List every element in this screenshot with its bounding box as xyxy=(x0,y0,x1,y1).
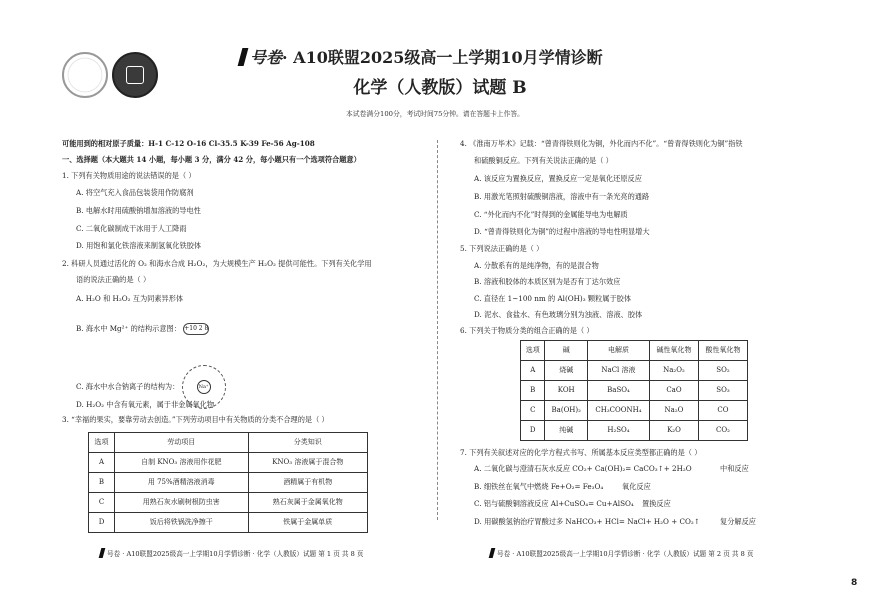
table-row xyxy=(521,381,748,401)
q1-option-b: B. 电解水时用硫酸钠增加溶液的导电性 xyxy=(76,206,201,215)
q2-option-a: A. H₂O 和 H₂O₂ 互为同素异形体 xyxy=(76,294,184,303)
q1-option-c: C. 二氧化碳制成干冰用于人工降雨 xyxy=(76,224,187,233)
table-row xyxy=(521,421,748,441)
q7-option-d-type: 复分解反应 xyxy=(720,517,756,526)
table-row xyxy=(89,493,368,513)
q1-option-a: A. 将空气充入食品包装袋用作防腐剂 xyxy=(76,188,194,197)
brand-mark-icon xyxy=(489,548,496,558)
table-cell: C xyxy=(521,401,545,421)
q2-option-c: C. 海水中水合钠离子的结构为： Na⁺ xyxy=(76,365,226,409)
table-cell: 铁属于金属单质 xyxy=(248,513,367,533)
q7-option-c: C. 铝与硫酸铜溶液反应 Al+CuSO₄= Cu+AlSO₄ xyxy=(474,499,634,508)
q5-option-a: A. 分散系有的是纯净物，有的是混合物 xyxy=(474,261,599,270)
q3-table xyxy=(88,432,368,533)
table-header-cell: 电解质 xyxy=(587,341,649,361)
table-cell: Na₂O xyxy=(649,401,698,421)
footer-page-2: 号卷 · A10联盟2025级高一上学期10月学情诊断 · 化学（人教版）试题 第 2 页 共 8 页 xyxy=(490,548,754,558)
table-cell: Na₂O₂ xyxy=(649,361,698,381)
table-cell: CO xyxy=(698,401,747,421)
table-cell: H₂SO₄ xyxy=(587,421,649,441)
table-header-row xyxy=(89,433,368,453)
ion-structure-diagram-icon: +10 2 8 xyxy=(183,323,209,335)
table-cell: 纯碱 xyxy=(545,421,588,441)
table-cell: A xyxy=(521,361,545,381)
q4-option-d: D. “曾青得铁则化为铜”的过程中溶液的导电性明显增大 xyxy=(474,227,650,236)
q5-option-c: C. 直径在 1~100 nm 的 Al(OH)₃ 颗粒属于胶体 xyxy=(474,294,632,303)
table-cell: 用熟石灰水刷树根防虫害 xyxy=(115,493,249,513)
question-3: 3. “幸福的果实，要靠劳动去创造。”下列劳动项目中有关物质的分类不合理的是（ ） xyxy=(62,415,329,424)
question-2: 2. 科研人员通过活化的 O₂ 和海水合成 H₂O₂，为大规模生产 H₂O₂ 提供可能性。下列有关化学用 xyxy=(62,259,372,268)
footer-page-1: 号卷 · A10联盟2025级高一上学期10月学情诊断 · 化学（人教版）试题 第 1 页 共 8 页 xyxy=(100,548,364,558)
table-row xyxy=(89,453,368,473)
table-header-cell: 碱 xyxy=(545,341,588,361)
table-cell: SO₂ xyxy=(698,361,747,381)
q5-option-b: B. 溶液和胶体的本质区别为是否有丁达尔效应 xyxy=(474,277,621,286)
column-divider xyxy=(437,140,438,520)
question-2-cont: 语的说法正确的是（ ） xyxy=(76,275,151,284)
table-cell: B xyxy=(521,381,545,401)
table-row xyxy=(89,473,368,493)
table-cell: SO₃ xyxy=(698,381,747,401)
question-4: 4. 《淮南万毕术》记载：“曾青得铁则化为铜，外化而内不化”。“曾青得铁则化为铜”指铁 xyxy=(460,139,743,148)
table-header-cell: 分类知识 xyxy=(248,433,367,453)
question-6: 6. 下列关于物质分类的组合正确的是（ ） xyxy=(460,326,594,335)
section-heading: 一、选择题（本大题共 14 小题，每小题 3 分，满分 42 分，每小题只有一个选项符合题意） xyxy=(62,155,361,164)
table-header-row xyxy=(521,341,748,361)
table-cell: CO₂ xyxy=(698,421,747,441)
atomic-mass-line: 可能用到的相对原子质量：H-1 C-12 O-16 Cl-35.5 K-39 Fe-56 Ag-108 xyxy=(62,139,315,148)
table-row xyxy=(89,513,368,533)
q5-option-d: D. 泥水、食盐水、有色玻璃分别为浊液、溶液、胶体 xyxy=(474,310,643,319)
question-5: 5. 下列说法正确的是（ ） xyxy=(460,244,544,253)
q7-option-b: B. 细铁丝在氧气中燃烧 Fe+O₂= Fe₃O₄ xyxy=(474,482,604,491)
table-cell: B xyxy=(89,473,115,493)
table-cell: KNO₃ 溶液属于混合物 xyxy=(248,453,367,473)
table-header-cell: 选项 xyxy=(521,341,545,361)
table-cell: 用 75%酒精溶液消毒 xyxy=(115,473,249,493)
q4-option-a: A. 该反应为置换反应，置换反应一定是氧化还原反应 xyxy=(474,174,642,183)
table-header-cell: 酸性氧化物 xyxy=(698,341,747,361)
question-7: 7. 下列有关叙述对应的化学方程式书写、所属基本反应类型都正确的是（ ） xyxy=(460,448,702,457)
table-header-cell: 碱性氧化物 xyxy=(649,341,698,361)
table-cell: KOH xyxy=(545,381,588,401)
q7-option-a-type: 中和反应 xyxy=(720,464,749,473)
table-cell: Ba(OH)₂ xyxy=(545,401,588,421)
table-header-cell: 劳动项目 xyxy=(115,433,249,453)
question-1: 1. 下列有关物质用途的说法错误的是（ ） xyxy=(62,171,196,180)
q4-option-b: B. 用激光笔照射硫酸铜溶液，溶液中有一条光亮的通路 xyxy=(474,192,650,201)
table-row xyxy=(521,401,748,421)
school-seal-logo xyxy=(62,52,108,98)
table-cell: K₂O xyxy=(649,421,698,441)
table-row xyxy=(521,361,748,381)
hydrated-sodium-ion-diagram-icon: Na⁺ xyxy=(182,365,226,409)
education-seal-logo xyxy=(112,52,158,98)
table-cell: D xyxy=(521,421,545,441)
brand-mark-icon xyxy=(238,48,249,66)
table-cell: D xyxy=(89,513,115,533)
exam-title: 号卷· A10联盟2025级高一上学期10月学情诊断 xyxy=(240,48,660,68)
brand-mark-icon xyxy=(99,548,106,558)
table-cell: BaSO₄ xyxy=(587,381,649,401)
table-header-cell: 选项 xyxy=(89,433,115,453)
q7-option-c-type: 置换反应 xyxy=(642,499,671,508)
table-cell: C xyxy=(89,493,115,513)
table-cell: A xyxy=(89,453,115,473)
table-cell: 饭后将铁锅洗净擦干 xyxy=(115,513,249,533)
q4-option-c: C. “外化而内不化”时得到的金属能导电为电解质 xyxy=(474,210,628,219)
q2-option-b: B. 海水中 Mg²⁺ 的结构示意图： +10 2 8 xyxy=(76,324,209,333)
q1-option-d: D. 用饱和氯化铁溶液来制氢氧化铁胶体 xyxy=(76,241,202,250)
table-cell: 烧碱 xyxy=(545,361,588,381)
exam-instructions: 本试卷满分100分，考试时间75分钟。请在答题卡上作答。 xyxy=(346,110,524,118)
q6-table xyxy=(520,340,748,441)
q7-option-d: D. 用碳酸氢钠治疗胃酸过多 NaHCO₃+ HCl= NaCl+ H₂O + CO₂↑ xyxy=(474,517,700,526)
table-cell: NaCl 溶液 xyxy=(587,361,649,381)
table-cell: 酒精属于有机物 xyxy=(248,473,367,493)
table-cell: CaO xyxy=(649,381,698,401)
table-cell: 熟石灰属于金属氧化物 xyxy=(248,493,367,513)
page-corner-number: 8 xyxy=(851,578,858,588)
table-cell: CH₃COONH₄ xyxy=(587,401,649,421)
q7-option-a: A. 二氧化碳与澄清石灰水反应 CO₂+ Ca(OH)₂= CaCO₃↑+ 2H₂O xyxy=(474,464,692,473)
q2-option-d: D. H₂O₂ 中含有氧元素，属于非金属氧化物 xyxy=(76,400,215,409)
table-cell: 自制 KNO₃ 溶液用作花肥 xyxy=(115,453,249,473)
question-4-cont: 和硫酸铜反应。下列有关说法正确的是（ ） xyxy=(474,156,613,165)
subject-title: 化学（人教版）试题 B xyxy=(353,78,527,98)
q7-option-b-type: 氧化反应 xyxy=(622,482,651,491)
